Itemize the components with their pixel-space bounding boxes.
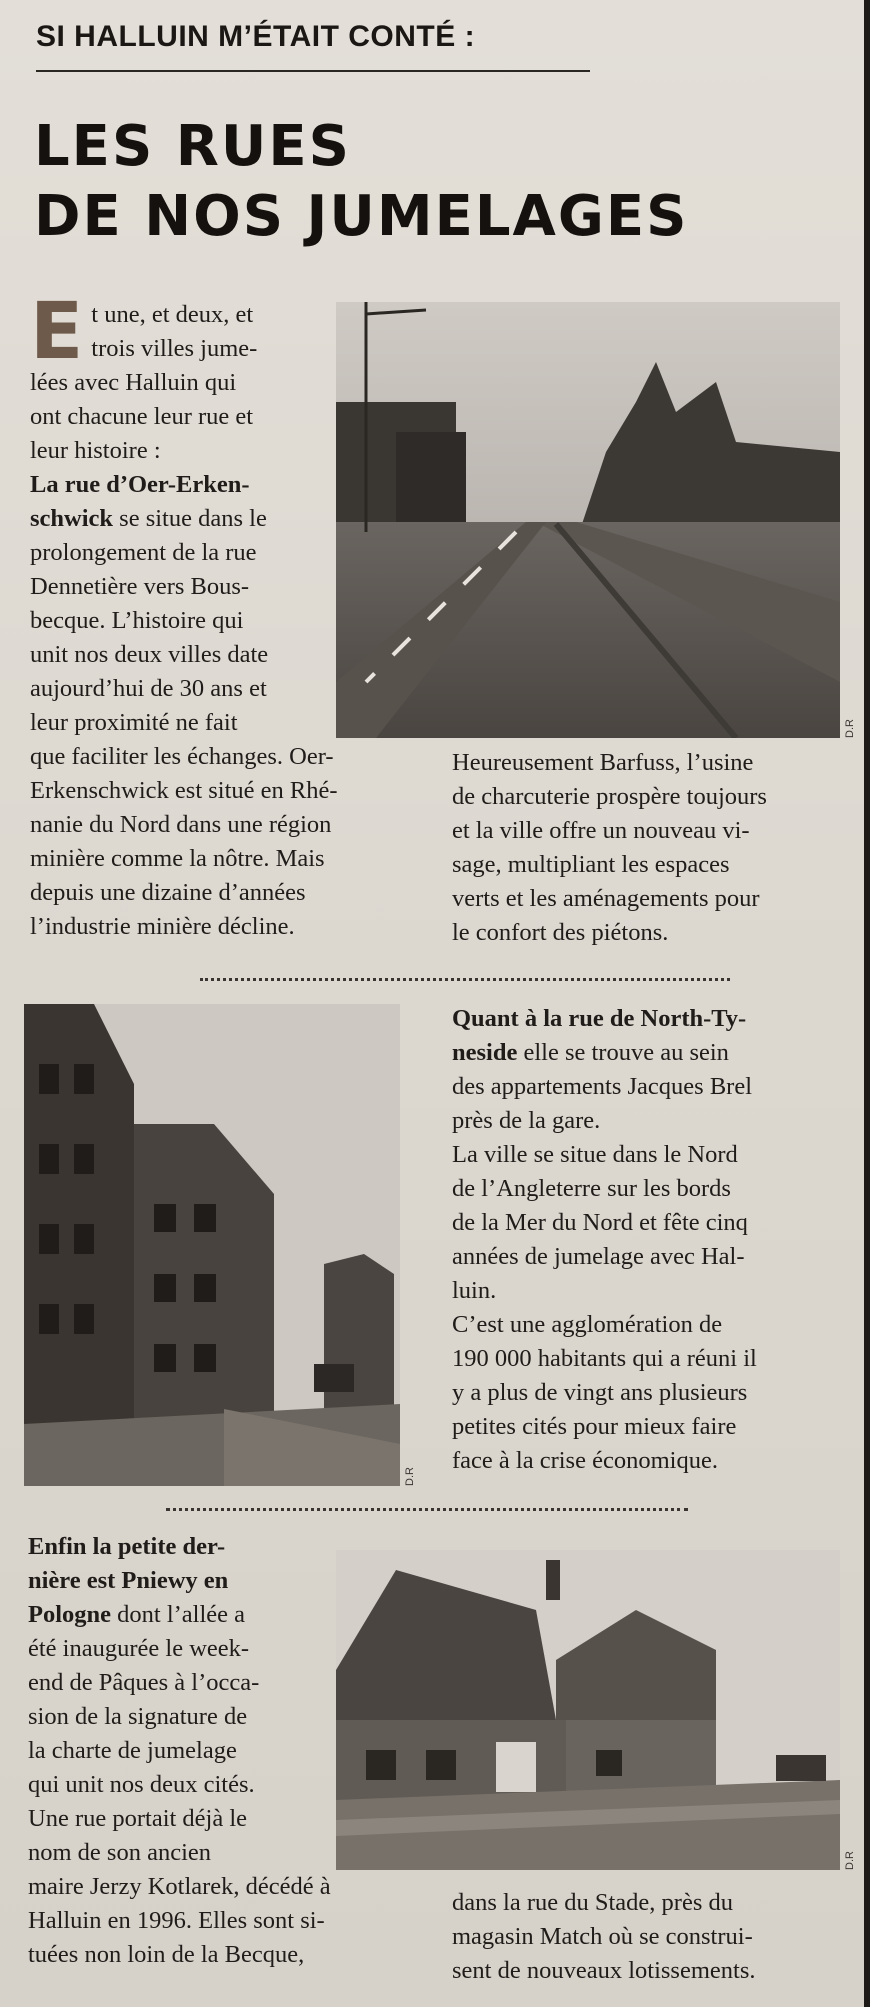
text-line: le confort des piétons.	[452, 919, 669, 946]
photo-credit: D.R	[844, 719, 856, 738]
text-line: petites cités pour mieux faire	[452, 1413, 737, 1440]
text-line: de la Mer du Nord et fête cinq	[452, 1209, 748, 1236]
bold-lead: Enfin la petite der-	[28, 1533, 226, 1560]
section3-right-column	[452, 1886, 844, 1988]
text-run: dont l’allée a	[111, 1601, 246, 1628]
photo-credit: D.R	[844, 1851, 856, 1870]
text-line: l’industrie minière décline.	[30, 913, 295, 940]
text-line: qui unit nos deux cités.	[28, 1771, 255, 1798]
text-line: end de Pâques à l’occa-	[28, 1669, 260, 1696]
text-line: La ville se situe dans le Nord	[452, 1141, 738, 1168]
text-line: depuis une dizaine d’années	[30, 879, 306, 906]
text-line: nanie du Nord dans une région	[30, 811, 332, 838]
text-line: unit nos deux villes date	[30, 641, 269, 668]
text-line: Dennetière vers Bous-	[30, 573, 250, 600]
text-line: sion de la signature de	[28, 1703, 248, 1730]
bold-lead: nière est Pniewy en	[28, 1567, 229, 1594]
intro-line: ont chacune leur rue et	[30, 403, 254, 430]
bold-lead: Quant à la rue de North-Ty-	[452, 1005, 747, 1032]
text-line: que faciliter les échanges. Oer-	[30, 743, 334, 770]
text-line: la charte de jumelage	[28, 1737, 237, 1764]
kicker-underline	[36, 70, 590, 72]
intro-line: t une, et deux, et	[91, 301, 254, 328]
text-line: tuées non loin de la Becque,	[28, 1941, 305, 1968]
text-line: verts et les aménagements pour	[452, 885, 760, 912]
bold-lead: neside	[452, 1039, 518, 1066]
dotted-separator	[200, 978, 730, 981]
text-line: becque. L’histoire qui	[30, 607, 244, 634]
text-line: de charcuterie prospère toujours	[452, 783, 767, 810]
text-line: aujourd’hui de 30 ans et	[30, 675, 267, 702]
text-line: années de jumelage avec Hal-	[452, 1243, 745, 1270]
text-line: prolongement de la rue	[30, 539, 257, 566]
photo-oer-erkenschwick-road	[336, 302, 840, 738]
text-run: se situe dans le	[113, 505, 267, 532]
section2-right-column	[452, 1002, 844, 1478]
text-line: près de la gare.	[452, 1107, 601, 1134]
text-line: dans la rue du Stade, près du	[452, 1889, 733, 1916]
intro-line: lées avec Halluin qui	[30, 369, 237, 396]
headline-line-2: DE NOS JUMELAGES	[34, 184, 689, 249]
text-line: Heureusement Barfuss, l’usine	[452, 749, 754, 776]
kicker-heading: SI HALLUIN M’ÉTAIT CONTÉ :	[36, 20, 476, 53]
photo-pniewy-houses	[336, 1550, 840, 1870]
dropcap: E	[30, 287, 84, 377]
text-line: de l’Angleterre sur les bords	[452, 1175, 731, 1202]
text-line: leur proximité ne fait	[30, 709, 238, 736]
text-line: minière comme la nôtre. Mais	[30, 845, 325, 872]
page-edge	[864, 0, 870, 2007]
text-line: nom de son ancien	[28, 1839, 212, 1866]
headline	[34, 112, 688, 252]
intro-line: trois villes jume-	[91, 335, 258, 362]
bold-lead: Pologne	[28, 1601, 112, 1628]
text-line: luin.	[452, 1277, 497, 1304]
text-line: Halluin en 1996. Elles sont si-	[28, 1907, 325, 1934]
photo-north-tyneside-apartments	[24, 1004, 400, 1486]
text-line: sage, multipliant les espaces	[452, 851, 730, 878]
photo-credit: D.R	[404, 1467, 416, 1486]
text-line: Une rue portait déjà le	[28, 1805, 248, 1832]
text-line: Erkenschwick est situé en Rhé-	[30, 777, 338, 804]
section1-right-column	[452, 746, 844, 950]
intro-line: leur histoire :	[30, 437, 161, 464]
text-line: y a plus de vingt ans plusieurs	[452, 1379, 748, 1406]
text-line: 190 000 habitants qui a réuni il	[452, 1345, 757, 1372]
text-line: et la ville offre un nouveau vi-	[452, 817, 750, 844]
bold-lead: schwick	[30, 505, 114, 532]
dotted-separator	[166, 1508, 688, 1511]
text-run: elle se trouve au sein	[517, 1039, 729, 1066]
text-line: C’est une agglomération de	[452, 1311, 723, 1338]
bold-lead: La rue d’Oer-Erken-	[30, 471, 250, 498]
text-line: face à la crise économique.	[452, 1447, 718, 1474]
text-line: magasin Match où se construi-	[452, 1923, 753, 1950]
section3-left-column	[28, 1530, 348, 1972]
headline-line-1: LES RUES	[34, 114, 351, 179]
text-line: des appartements Jacques Brel	[452, 1073, 753, 1100]
text-line: sent de nouveaux lotissements.	[452, 1957, 756, 1984]
text-line: maire Jerzy Kotlarek, décédé à	[28, 1873, 331, 1900]
text-line: été inaugurée le week-	[28, 1635, 250, 1662]
